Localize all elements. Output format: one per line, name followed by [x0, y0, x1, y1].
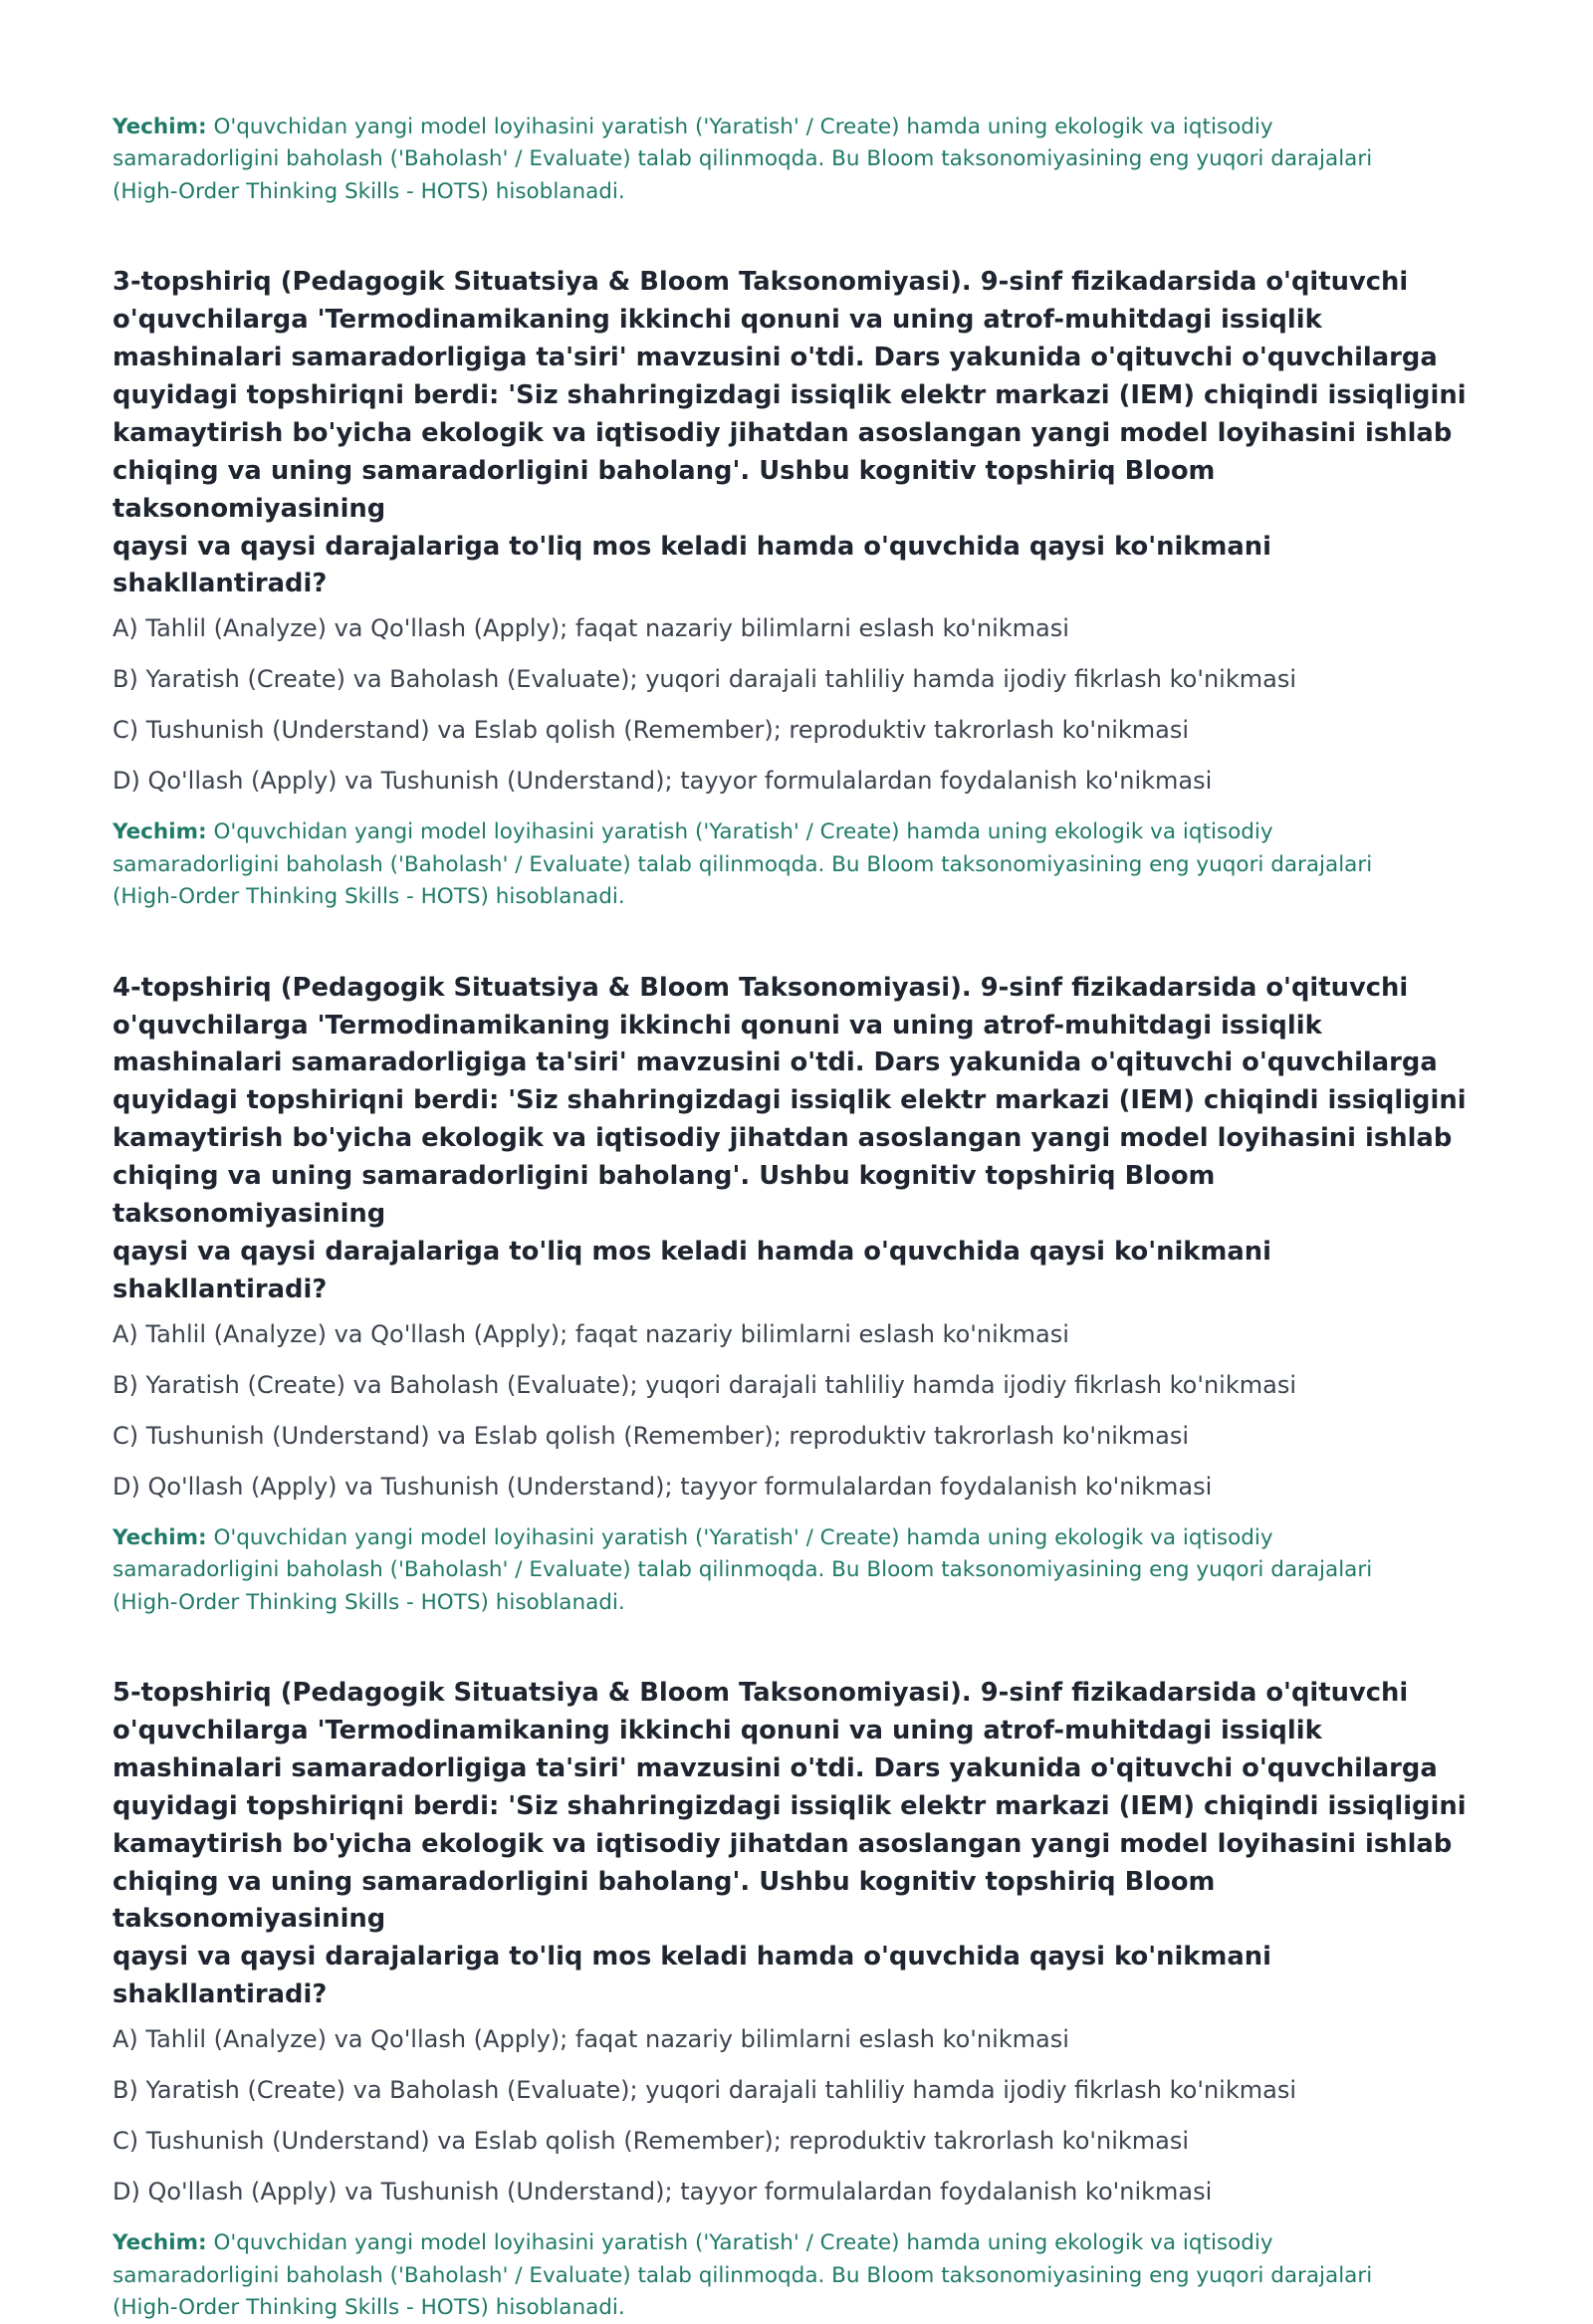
option-a: A) Tahlil (Analyze) va Qo'llash (Apply); faqat nazariy bilimlarni eslash ko'nikmasi: [113, 1319, 1069, 1348]
solution-block: [113, 816, 1481, 913]
answer-options: [113, 1319, 1481, 1502]
option-b: B) Yaratish (Create) va Baholash (Evaluate); yuqori darajali tahliliy hamda ijodiy fikrlash ko'nikmasi: [113, 665, 1296, 694]
task-3: [113, 264, 1481, 913]
task-question: 5-topshiriq (Pedagogik Situatsiya & Bloom Taksonomiyasi). 9-sinf fizikadarsida o'qituvchi o'quvchilarga 'Termodinamikaning ikkinchi qonuni va uning atrof-muhitdagi issiqlik mashinalari samaradorligiga ta'siri' mavzusini o'tdi. Dars yakunida o'qituvchi o'quvchilarga quyidagi topshiriqni berdi: 'Siz shahringizdagi issiqlik elektr markazi (IEM) chiqindi issiqligini kamaytirish bo'yicha ekologik va iqtisodiy jihatdan asoslangan yangi model loyihasini ishlab chiqing va uning samaradorligini baholang'. Ushbu kognitiv topshiriq Bloom taksonomiyasining qaysi va qaysi darajalariga to'liq mos keladi hamda o'quvchida qaysi ko'nikmani shakllantiradi?: [113, 1677, 1467, 2010]
option-a: A) Tahlil (Analyze) va Qo'llash (Apply); faqat nazariy bilimlarni eslash ko'nikmasi: [113, 614, 1069, 643]
solution-label: Yechim:: [113, 1524, 207, 1550]
solution-block: [113, 1522, 1481, 1619]
task-question: 4-topshiriq (Pedagogik Situatsiya & Bloom Taksonomiyasi). 9-sinf fizikadarsida o'qituvchi o'quvchilarga 'Termodinamikaning ikkinchi qonuni va uning atrof-muhitdagi issiqlik mashinalari samaradorligiga ta'siri' mavzusini o'tdi. Dars yakunida o'qituvchi o'quvchilarga quyidagi topshiriqni berdi: 'Siz shahringizdagi issiqlik elektr markazi (IEM) chiqindi issiqligini kamaytirish bo'yicha ekologik va iqtisodiy jihatdan asoslangan yangi model loyihasini ishlab chiqing va uning samaradorligini baholang'. Ushbu kognitiv topshiriq Bloom taksonomiyasining qaysi va qaysi darajalariga to'liq mos keladi hamda o'quvchida qaysi ko'nikmani shakllantiradi?: [113, 972, 1467, 1304]
option-a: A) Tahlil (Analyze) va Qo'llash (Apply); faqat nazariy bilimlarni eslash ko'nikmasi: [113, 2025, 1069, 2054]
option-d: D) Qo'llash (Apply) va Tushunish (Understand); tayyor formulalardan foydalanish ko'nikmasi: [113, 2178, 1213, 2207]
answer-options: [113, 613, 1481, 796]
task-question: 3-topshiriq (Pedagogik Situatsiya & Bloom Taksonomiyasi). 9-sinf fizikadarsida o'qituvchi o'quvchilarga 'Termodinamikaning ikkinchi qonuni va uning atrof-muhitdagi issiqlik mashinalari samaradorligiga ta'siri' mavzusini o'tdi. Dars yakunida o'qituvchi o'quvchilarga quyidagi topshiriqni berdi: 'Siz shahringizdagi issiqlik elektr markazi (IEM) chiqindi issiqligini kamaytirish bo'yicha ekologik va iqtisodiy jihatdan asoslangan yangi model loyihasini ishlab chiqing va uning samaradorligini baholang'. Ushbu kognitiv topshiriq Bloom taksonomiyasining qaysi va qaysi darajalariga to'liq mos keladi hamda o'quvchida qaysi ko'nikmani shakllantiradi?: [113, 267, 1467, 599]
solution-label: Yechim:: [113, 819, 207, 845]
solution-block: [113, 2227, 1481, 2324]
solution-text: O'quvchidan yangi model loyihasini yaratish ('Yaratish' / Create) hamda uning ekologik va iqtisodiy samaradorligini baholash ('Baholash' / Evaluate) talab qilinmoqda. Bu Bloom taksonomiyasining eng yuqori darajalari (High-Order Thinking Skills - HOTS) hisoblanadi.: [113, 115, 1373, 204]
option-c: C) Tushunish (Understand) va Eslab qolish (Remember); reproduktiv takrorlash ko'nikmasi: [113, 1421, 1190, 1450]
solution-label: Yechim:: [113, 2230, 207, 2256]
solution-text: O'quvchidan yangi model loyihasini yaratish ('Yaratish' / Create) hamda uning ekologik va iqtisodiy samaradorligini baholash ('Baholash' / Evaluate) talab qilinmoqda. Bu Bloom taksonomiyasining eng yuqori darajalari (High-Order Thinking Skills - HOTS) hisoblanadi.: [113, 2230, 1373, 2320]
solution-text: O'quvchidan yangi model loyihasini yaratish ('Yaratish' / Create) hamda uning ekologik va iqtisodiy samaradorligini baholash ('Baholash' / Evaluate) talab qilinmoqda. Bu Bloom taksonomiyasining eng yuqori darajalari (High-Order Thinking Skills - HOTS) hisoblanadi.: [113, 819, 1373, 910]
option-c: C) Tushunish (Understand) va Eslab qolish (Remember); reproduktiv takrorlash ko'nikmasi: [113, 2127, 1190, 2156]
answer-options: [113, 2024, 1481, 2207]
task-5: [113, 1675, 1481, 2324]
option-d: D) Qo'llash (Apply) va Tushunish (Understand); tayyor formulalardan foydalanish ko'nikmasi: [113, 767, 1213, 796]
option-d: D) Qo'llash (Apply) va Tushunish (Understand); tayyor formulalardan foydalanish ko'nikmasi: [113, 1472, 1213, 1501]
option-c: C) Tushunish (Understand) va Eslab qolish (Remember); reproduktiv takrorlash ko'nikmasi: [113, 716, 1190, 745]
task-4: [113, 970, 1481, 1619]
solution-block: [113, 112, 1481, 208]
option-b: B) Yaratish (Create) va Baholash (Evaluate); yuqori darajali tahliliy hamda ijodiy fikrlash ko'nikmasi: [113, 1370, 1296, 1399]
option-b: B) Yaratish (Create) va Baholash (Evaluate); yuqori darajali tahliliy hamda ijodiy fikrlash ko'nikmasi: [113, 2076, 1296, 2105]
solution-text: O'quvchidan yangi model loyihasini yaratish ('Yaratish' / Create) hamda uning ekologik va iqtisodiy samaradorligini baholash ('Baholash' / Evaluate) talab qilinmoqda. Bu Bloom taksonomiyasining eng yuqori darajalari (High-Order Thinking Skills - HOTS) hisoblanadi.: [113, 1524, 1373, 1615]
solution-label: Yechim:: [113, 115, 207, 139]
